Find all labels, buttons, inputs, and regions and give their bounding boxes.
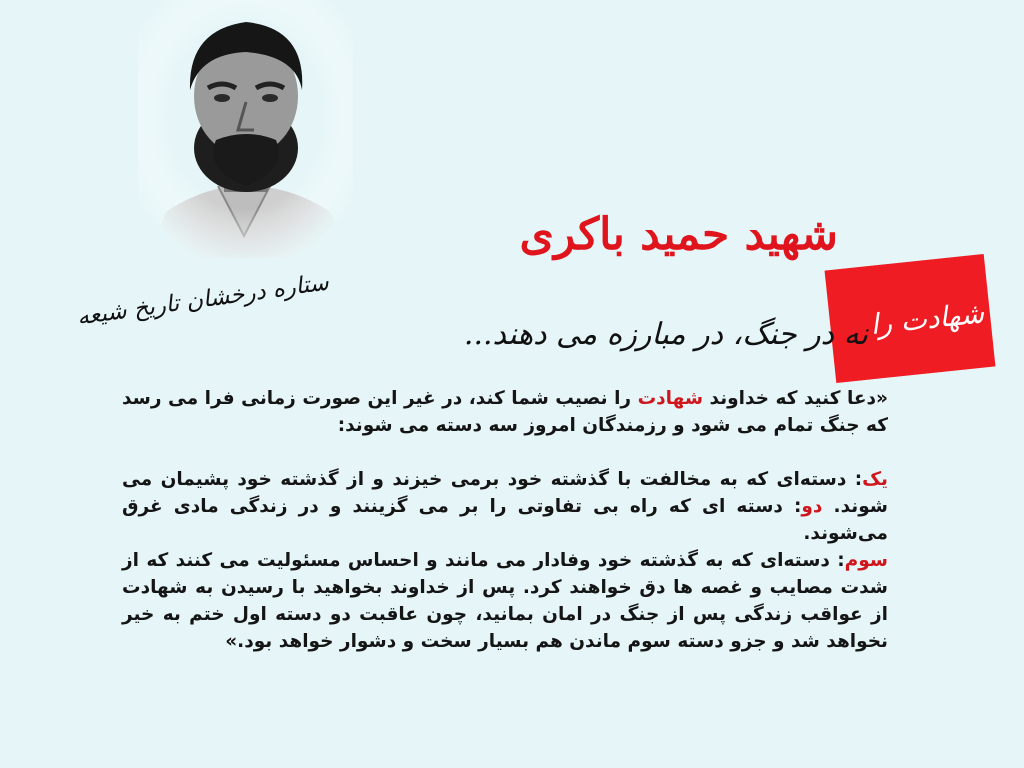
portrait-photo	[138, 0, 353, 258]
group-one-label: یک	[862, 469, 888, 490]
group-one-text: : دسته‌ای که به مخالفت با گذشته خود برمی خیزند و از گذشته خود پشیمان می شوند.	[122, 469, 888, 517]
paragraph-spacer	[122, 439, 888, 466]
quote-intro-highlight: شهادت	[637, 388, 704, 409]
group-two-text: : دسته ای که راه بی تفاوتی را بر می گزینند و در زندگی مادی غرق می‌شوند.	[122, 496, 888, 544]
page-title: شهید حمید باکری	[519, 209, 838, 260]
calligraphy-logo	[75, 255, 331, 380]
motto-text: نه در جنگ، در مبارزه می دهند...	[463, 317, 868, 352]
quote-intro-start: «دعا کنید که خداوند	[703, 388, 889, 409]
group-two-label: دو	[801, 496, 823, 517]
quote-groups	[122, 466, 888, 655]
group-three-text: : دسته‌ای که به گذشته خود وفادار می مانند و احساس مسئولیت می کنند که از شدت مصایب و غصه ها دق خواهند کرد. پس از خداوند بخواهید با رسیدن به شهادت از عواقب زندگی پس از جنگ در امان بمانید، چون عاقبت دو دسته اول ختم به خیر نخواهد شد و جزو دسته سوم ماندن هم بسیار سخت و دشوار خواهد بود.»	[122, 550, 888, 652]
calligraphy-text: ستاره درخشان تاریخ شیعه	[75, 269, 331, 331]
quote-intro-end: را نصیب شما کند، در غیر این صورت زمانی فرا می رسد که جنگ تمام می شود و رزمندگان امروز سه دسته می شوند:	[122, 388, 888, 436]
quote-intro	[122, 385, 888, 439]
group-three-label: سوم	[844, 550, 888, 571]
motto-highlight-text: شهادت را	[868, 296, 986, 342]
quote-block	[122, 385, 888, 655]
